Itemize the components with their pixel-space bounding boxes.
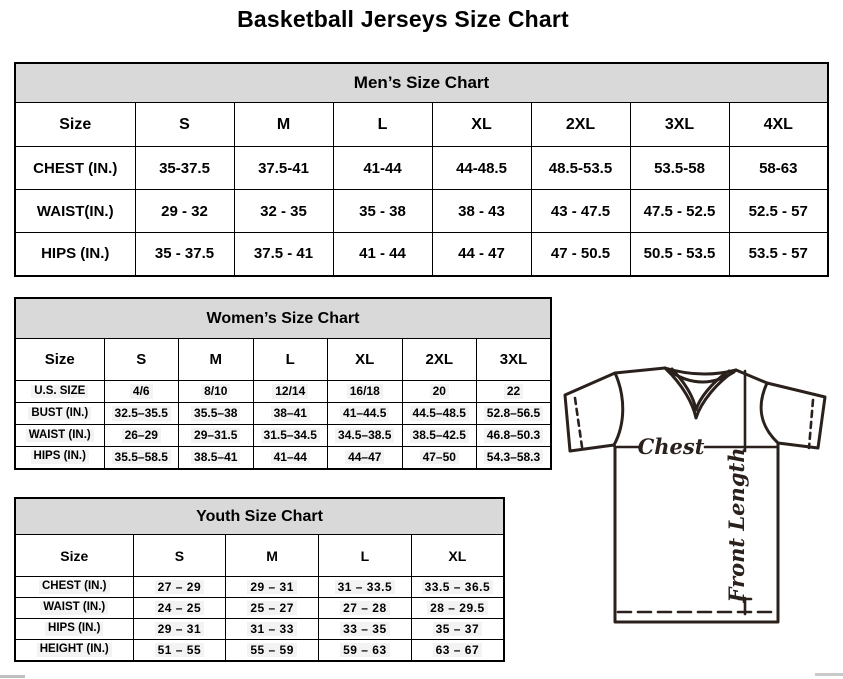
size-value-cell: 41–44	[253, 447, 328, 469]
size-value-cell: 53.5 - 57	[729, 233, 828, 276]
size-value-cell: 38.5–42.5	[402, 425, 477, 447]
size-value-cell: 20	[402, 381, 477, 403]
women-column-header-size: Size	[15, 339, 104, 381]
women-column-header-s: S	[104, 339, 179, 381]
size-value-cell: 63 – 67	[411, 640, 504, 661]
row-label: HIPS (IN.)	[15, 233, 135, 276]
youth-table-row	[15, 598, 504, 619]
size-value-cell: 26–29	[104, 425, 179, 447]
size-value-cell: 29 - 32	[135, 190, 234, 233]
left-armhole-seam	[614, 373, 623, 445]
size-value-cell: 44-48.5	[432, 147, 531, 190]
jersey-measurement-diagram	[555, 355, 843, 645]
men-column-header-3xl: 3XL	[630, 103, 729, 147]
size-value-cell: 37.5-41	[234, 147, 333, 190]
row-label: CHEST (IN.)	[15, 147, 135, 190]
men-column-header-4xl: 4XL	[729, 103, 828, 147]
size-value-cell: 31.5–34.5	[253, 425, 328, 447]
youth-column-header-size: Size	[15, 535, 133, 577]
men-table-row	[15, 233, 828, 276]
chest-label: Chest	[637, 434, 705, 459]
youth-table-title: Youth Size Chart	[15, 498, 504, 535]
women-column-header-m: M	[179, 339, 254, 381]
front-length-label: Front Length	[724, 447, 749, 603]
youth-column-header-m: M	[226, 535, 319, 577]
size-value-cell: 46.8–50.3	[477, 425, 552, 447]
size-value-cell: 37.5 - 41	[234, 233, 333, 276]
size-value-cell: 24 – 25	[133, 598, 226, 619]
size-value-cell: 51 – 55	[133, 640, 226, 661]
youth-column-header-l: L	[319, 535, 412, 577]
size-value-cell: 41-44	[333, 147, 432, 190]
women-table-row	[15, 425, 551, 447]
youth-table-row	[15, 619, 504, 640]
size-value-cell: 44–47	[328, 447, 403, 469]
men-column-header-size: Size	[15, 103, 135, 147]
size-value-cell: 54.3–58.3	[477, 447, 552, 469]
men-table-row	[15, 147, 828, 190]
size-value-cell: 38.5–41	[179, 447, 254, 469]
row-label: BUST (IN.)	[15, 403, 104, 425]
row-label: CHEST (IN.)	[15, 577, 133, 598]
youth-table-row	[15, 640, 504, 661]
women-table-row	[15, 447, 551, 469]
size-value-cell: 25 – 27	[226, 598, 319, 619]
size-value-cell: 8/10	[179, 381, 254, 403]
row-label: WAIST(IN.)	[15, 190, 135, 233]
size-value-cell: 33 – 35	[319, 619, 412, 640]
women-column-header-l: L	[253, 339, 328, 381]
size-value-cell: 35-37.5	[135, 147, 234, 190]
men-column-header-xl: XL	[432, 103, 531, 147]
men-table-title: Men’s Size Chart	[15, 63, 828, 103]
size-value-cell: 27 – 29	[133, 577, 226, 598]
size-value-cell: 35 - 37.5	[135, 233, 234, 276]
size-value-cell: 59 – 63	[319, 640, 412, 661]
size-value-cell: 27 – 28	[319, 598, 412, 619]
scrollbar-fragment-right[interactable]	[815, 673, 843, 676]
right-armhole-seam	[761, 383, 778, 443]
row-label: U.S. SIZE	[15, 381, 104, 403]
size-value-cell: 4/6	[104, 381, 179, 403]
size-value-cell: 47–50	[402, 447, 477, 469]
size-value-cell: 52.8–56.5	[477, 403, 552, 425]
right-cuff-dashed-line	[809, 400, 813, 448]
size-value-cell: 16/18	[328, 381, 403, 403]
men-column-header-l: L	[333, 103, 432, 147]
mens-size-table	[14, 62, 829, 277]
youth-size-table	[14, 497, 505, 662]
men-column-header-m: M	[234, 103, 333, 147]
women-column-header-3xl: 3XL	[477, 339, 552, 381]
size-value-cell: 53.5-58	[630, 147, 729, 190]
women-column-header-2xl: 2XL	[402, 339, 477, 381]
row-label: HIPS (IN.)	[15, 619, 133, 640]
size-value-cell: 50.5 - 53.5	[630, 233, 729, 276]
size-value-cell: 48.5-53.5	[531, 147, 630, 190]
size-value-cell: 35 – 37	[411, 619, 504, 640]
women-table-row	[15, 403, 551, 425]
women-table-title: Women’s Size Chart	[15, 298, 551, 339]
size-value-cell: 31 – 33	[226, 619, 319, 640]
left-cuff-dashed-line	[575, 398, 582, 447]
size-value-cell: 35.5–38	[179, 403, 254, 425]
size-value-cell: 41 - 44	[333, 233, 432, 276]
youth-column-header-xl: XL	[411, 535, 504, 577]
row-label: HEIGHT (IN.)	[15, 640, 133, 661]
women-table-row	[15, 381, 551, 403]
men-table-row	[15, 190, 828, 233]
size-value-cell: 29 – 31	[133, 619, 226, 640]
size-value-cell: 58-63	[729, 147, 828, 190]
size-value-cell: 22	[477, 381, 552, 403]
scrollbar-fragment-left[interactable]	[0, 675, 25, 678]
size-value-cell: 31 – 33.5	[319, 577, 412, 598]
size-value-cell: 35.5–58.5	[104, 447, 179, 469]
size-value-cell: 38–41	[253, 403, 328, 425]
size-value-cell: 32 - 35	[234, 190, 333, 233]
youth-table-row	[15, 577, 504, 598]
men-column-header-2xl: 2XL	[531, 103, 630, 147]
row-label: WAIST (IN.)	[15, 598, 133, 619]
womens-size-table	[14, 297, 552, 470]
size-value-cell: 34.5–38.5	[328, 425, 403, 447]
size-value-cell: 32.5–35.5	[104, 403, 179, 425]
size-value-cell: 55 – 59	[226, 640, 319, 661]
row-label: WAIST (IN.)	[15, 425, 104, 447]
women-column-header-xl: XL	[328, 339, 403, 381]
page-title: Basketball Jerseys Size Chart	[237, 6, 569, 32]
size-value-cell: 44 - 47	[432, 233, 531, 276]
size-value-cell: 47.5 - 52.5	[630, 190, 729, 233]
size-value-cell: 47 - 50.5	[531, 233, 630, 276]
size-value-cell: 12/14	[253, 381, 328, 403]
size-value-cell: 43 - 47.5	[531, 190, 630, 233]
size-value-cell: 41–44.5	[328, 403, 403, 425]
row-label: HIPS (IN.)	[15, 447, 104, 469]
men-column-header-s: S	[135, 103, 234, 147]
size-value-cell: 38 - 43	[432, 190, 531, 233]
size-value-cell: 44.5–48.5	[402, 403, 477, 425]
youth-column-header-s: S	[133, 535, 226, 577]
size-value-cell: 52.5 - 57	[729, 190, 828, 233]
size-value-cell: 35 - 38	[333, 190, 432, 233]
size-value-cell: 29–31.5	[179, 425, 254, 447]
size-value-cell: 28 – 29.5	[411, 598, 504, 619]
size-value-cell: 29 – 31	[226, 577, 319, 598]
size-value-cell: 33.5 – 36.5	[411, 577, 504, 598]
